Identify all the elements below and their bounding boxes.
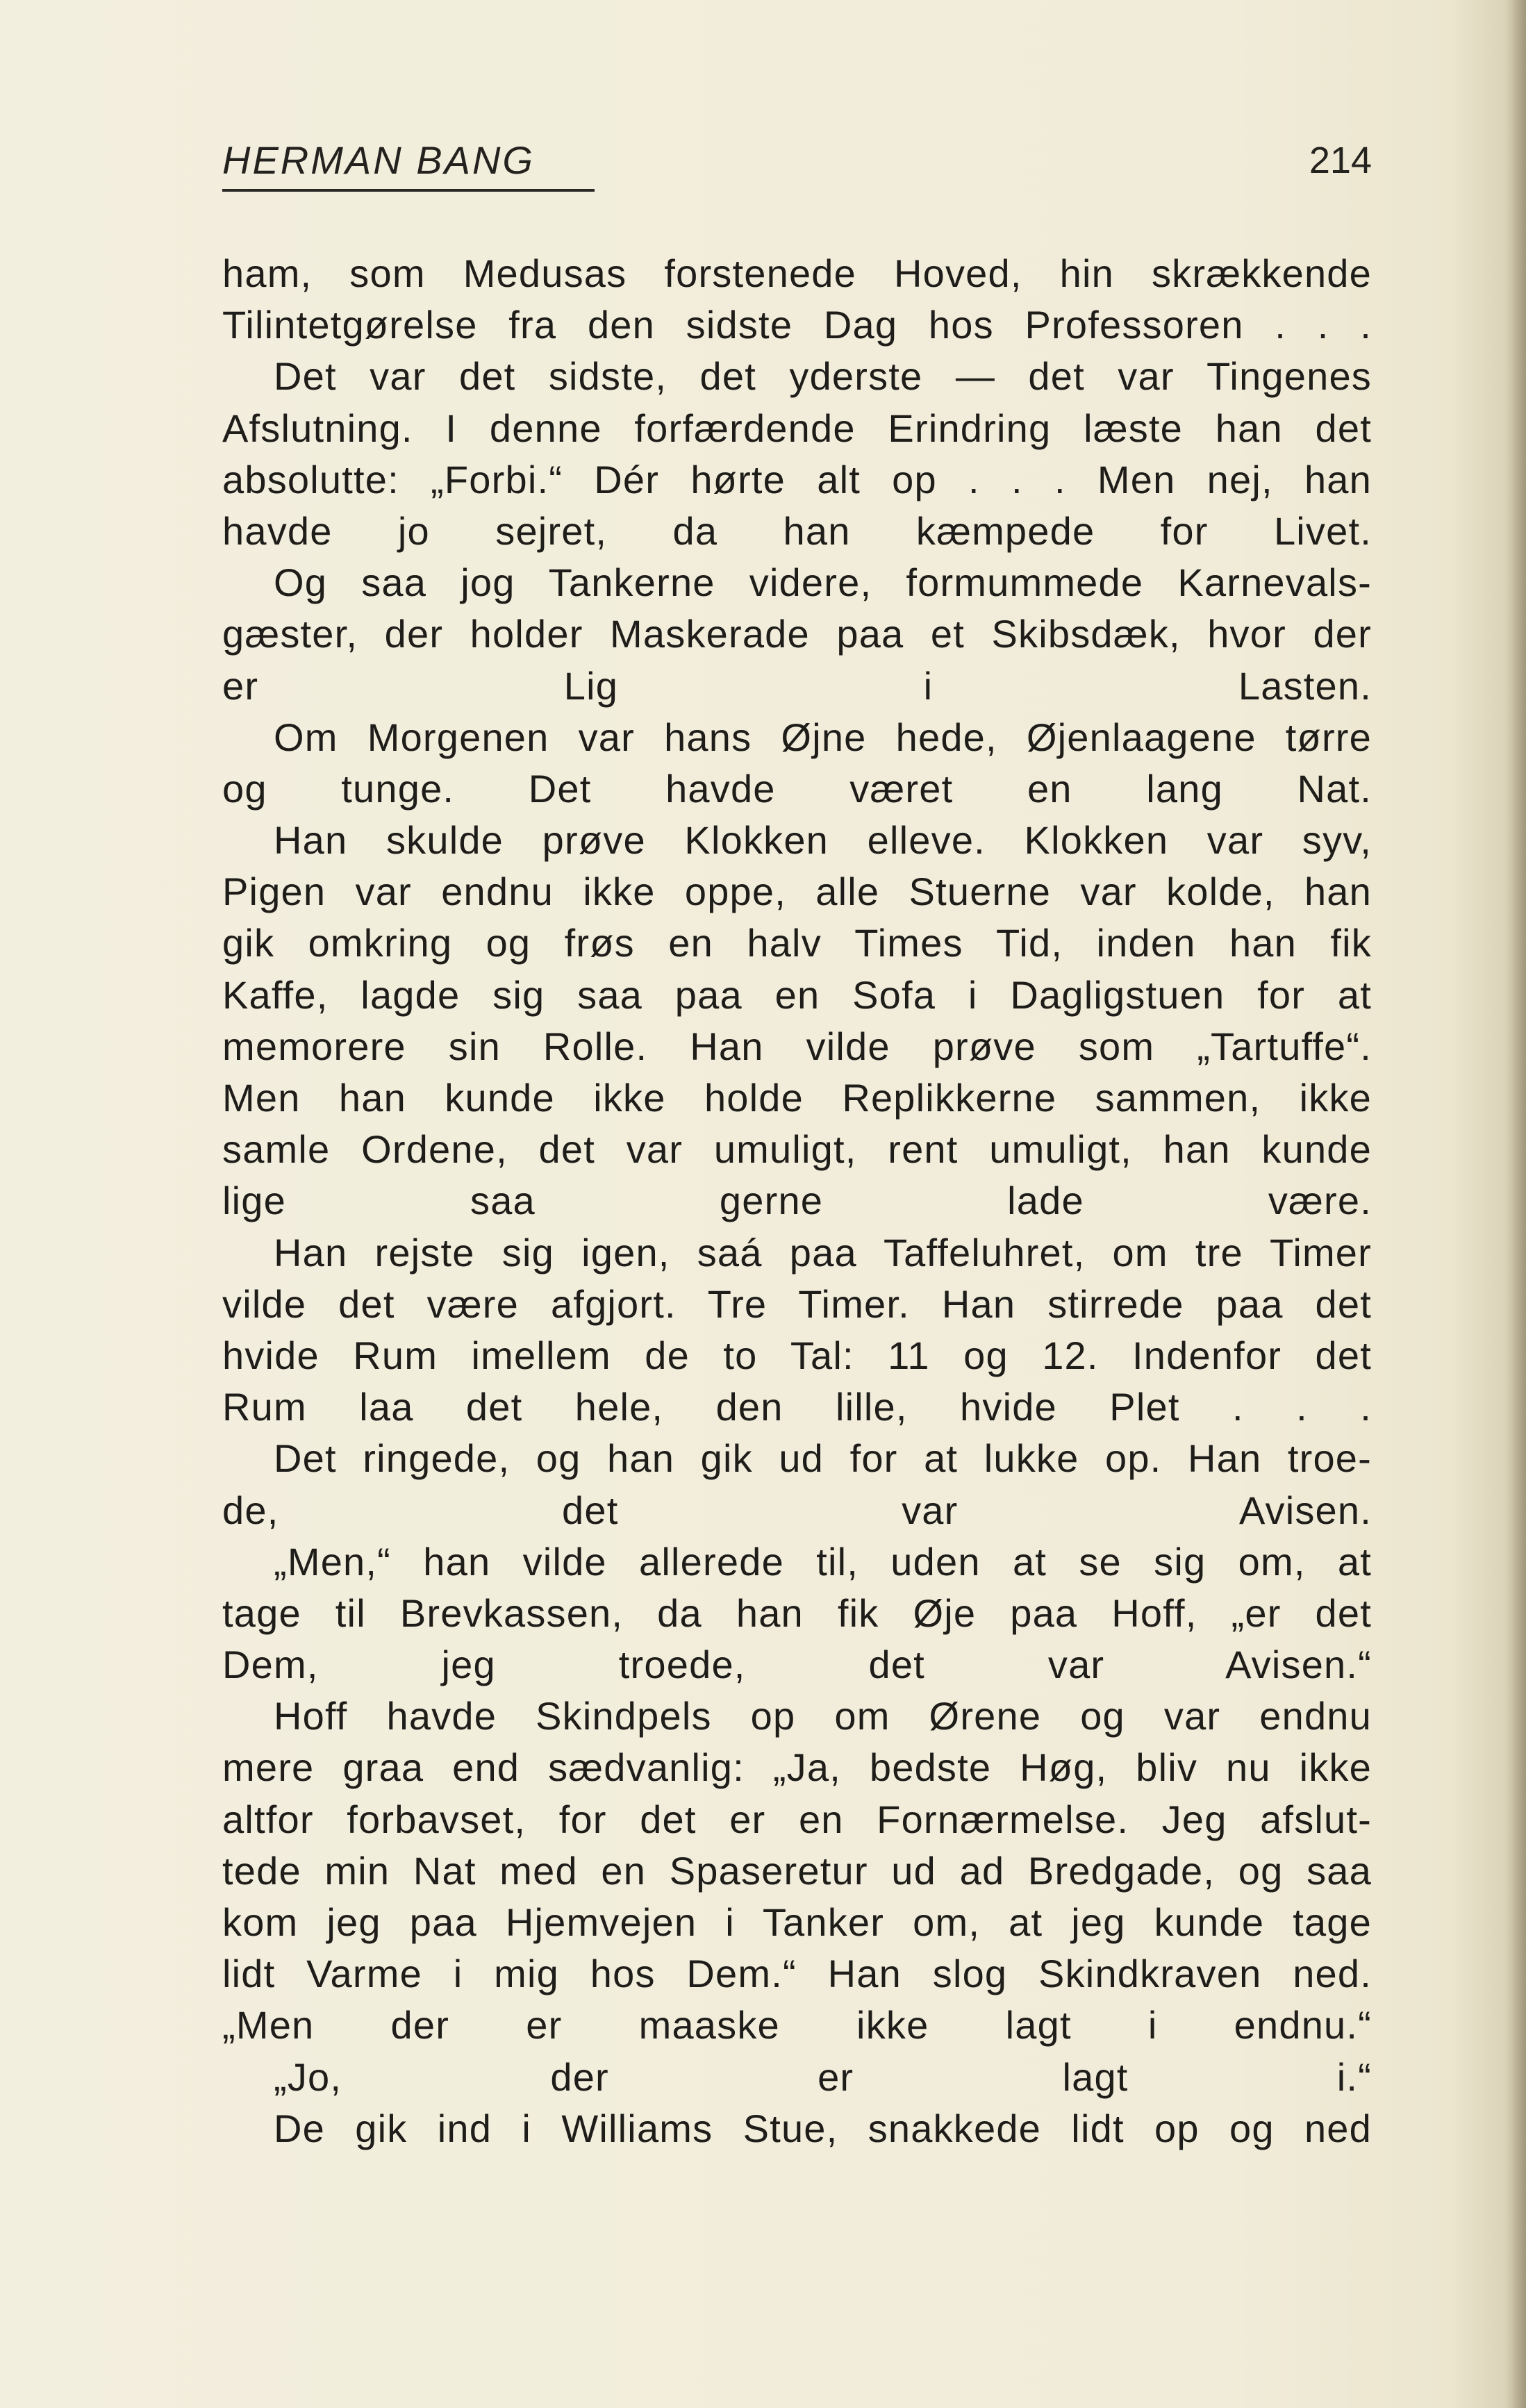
text-line — [222, 917, 1372, 969]
text-line — [222, 299, 1372, 351]
text-line — [222, 1330, 1372, 1381]
text-line-content: vilde det være afgjort. Tre Timer. Han stirrede paa det — [222, 1281, 1372, 1326]
text-line-content: ham, som Medusas forstenede Hoved, hin skrækkende — [222, 251, 1372, 295]
text-line — [222, 763, 1372, 815]
text-line — [222, 557, 1372, 608]
text-line-content: Afslutning. I denne forfærdende Erindring læste han det — [222, 406, 1372, 450]
text-line — [222, 661, 1372, 712]
text-line — [222, 1691, 1372, 1742]
running-head — [222, 136, 1372, 199]
text-line-content: gæster, der holder Maskerade paa et Skibsdæk, hvor der — [222, 612, 1372, 656]
text-line — [222, 1279, 1372, 1330]
text-line-content: „Jo, der er lagt i.“ — [274, 2054, 1372, 2099]
text-line — [222, 1794, 1372, 1845]
text-line — [222, 1742, 1372, 1793]
text-line-content: havde jo sejret, da han kæmpede for Livet. — [222, 508, 1372, 553]
text-line-content: tage til Brevkassen, da han fik Øje paa Hoff, „er det — [222, 1591, 1372, 1635]
text-line-content: De gik ind i Williams Stue, snakkede lidt op og ned — [274, 2106, 1372, 2150]
text-line-content: Han skulde prøve Klokken elleve. Klokken var syv, — [274, 818, 1372, 863]
text-line-content: Og saa jog Tankerne videre, formummede Karnevals- — [274, 561, 1372, 605]
text-line-content: absolutte: „Forbi.“ Dér hørte alt op . . . Men nej, han — [222, 457, 1372, 501]
text-line — [222, 1381, 1372, 1433]
text-line — [222, 815, 1372, 866]
text-line — [222, 1433, 1372, 1484]
text-line-content: og tunge. Det havde været en lang Nat. — [222, 766, 1372, 811]
text-line-content: Hoff havde Skindpels op om Ørene og var endnu — [274, 1694, 1372, 1738]
text-line — [222, 608, 1372, 660]
text-line — [222, 1948, 1372, 2000]
page-number: 214 — [1309, 140, 1372, 181]
text-line-content: lige saa gerne lade være. — [222, 1179, 1372, 1223]
text-line-content: Om Morgenen var hans Øjne hede, Øjenlaagene tørre — [274, 715, 1372, 759]
text-line-content: Det var det sidste, det yderste — det var Tingenes — [274, 354, 1372, 399]
text-line — [222, 1897, 1372, 1948]
text-line — [222, 866, 1372, 917]
text-line — [222, 1124, 1372, 1175]
text-line-content: mere graa end sædvanlig: „Ja, bedste Høg, bliv nu ikke — [222, 1745, 1372, 1790]
text-line-content: „Men der er maaske ikke lagt i endnu.“ — [222, 2003, 1372, 2048]
text-line — [222, 1175, 1372, 1227]
text-line — [222, 351, 1372, 402]
text-line — [222, 403, 1372, 454]
text-line-content: Han rejste sig igen, saá paa Taffeluhret, om tre Timer — [274, 1230, 1372, 1274]
text-line-content: Det ringede, og han gik ud for at lukke op. Han troe- — [274, 1436, 1372, 1481]
text-line — [222, 970, 1372, 1021]
text-line-content: Dem, jeg troede, det var Avisen.“ — [222, 1643, 1372, 1687]
text-line — [222, 1639, 1372, 1691]
text-line — [222, 1227, 1372, 1279]
text-line-content: „Men,“ han vilde allerede til, uden at se sig om, at — [274, 1539, 1372, 1584]
text-line-content: kom jeg paa Hjemvejen i Tanker om, at jeg kunde tage — [222, 1900, 1372, 1944]
text-line-content: er Lig i Lasten. — [222, 663, 1372, 708]
text-line — [222, 2000, 1372, 2051]
text-line-content: lidt Varme i mig hos Dem.“ Han slog Skindkraven ned. — [222, 1952, 1372, 1996]
text-line-content: Tilintetgørelse fra den sidste Dag hos Professoren . . . — [222, 303, 1372, 347]
text-line-content: de, det var Avisen. — [222, 1488, 1372, 1532]
page-edge-shadow — [1505, 0, 1526, 2408]
text-line — [222, 1485, 1372, 1536]
text-line-content: tede min Nat med en Spaseretur ud ad Bredgade, og saa — [222, 1848, 1372, 1893]
text-line — [222, 2052, 1372, 2103]
text-line — [222, 2103, 1372, 2154]
text-line — [222, 1072, 1372, 1124]
text-line — [222, 1588, 1372, 1639]
text-line — [222, 506, 1372, 557]
text-line-content: gik omkring og frøs en halv Times Tid, inden han fik — [222, 921, 1372, 965]
text-line — [222, 1845, 1372, 1897]
text-line-content: samle Ordene, det var umuligt, rent umuligt, han kunde — [222, 1127, 1372, 1172]
text-line-content: Rum laa det hele, den lille, hvide Plet . . . — [222, 1385, 1372, 1429]
text-line — [222, 248, 1372, 299]
text-line — [222, 454, 1372, 506]
text-line-content: memorere sin Rolle. Han vilde prøve som „Tartuffe“. — [222, 1024, 1372, 1068]
text-line — [222, 1536, 1372, 1588]
text-line-content: Kaffe, lagde sig saa paa en Sofa i Dagligstuen for at — [222, 972, 1372, 1017]
text-line — [222, 712, 1372, 763]
body-text — [222, 248, 1372, 2154]
text-line-content: Pigen var endnu ikke oppe, alle Stuerne var kolde, han — [222, 870, 1372, 914]
text-line-content: hvide Rum imellem de to Tal: 11 og 12. Indenfor det — [222, 1333, 1372, 1377]
text-line-content: Men han kunde ikke holde Replikkerne sammen, ikke — [222, 1076, 1372, 1120]
running-head-author: HERMAN BANG — [222, 136, 595, 192]
text-line — [222, 1021, 1372, 1072]
text-line-content: altfor forbavset, for det er en Fornærmelse. Jeg afslut- — [222, 1797, 1372, 1841]
